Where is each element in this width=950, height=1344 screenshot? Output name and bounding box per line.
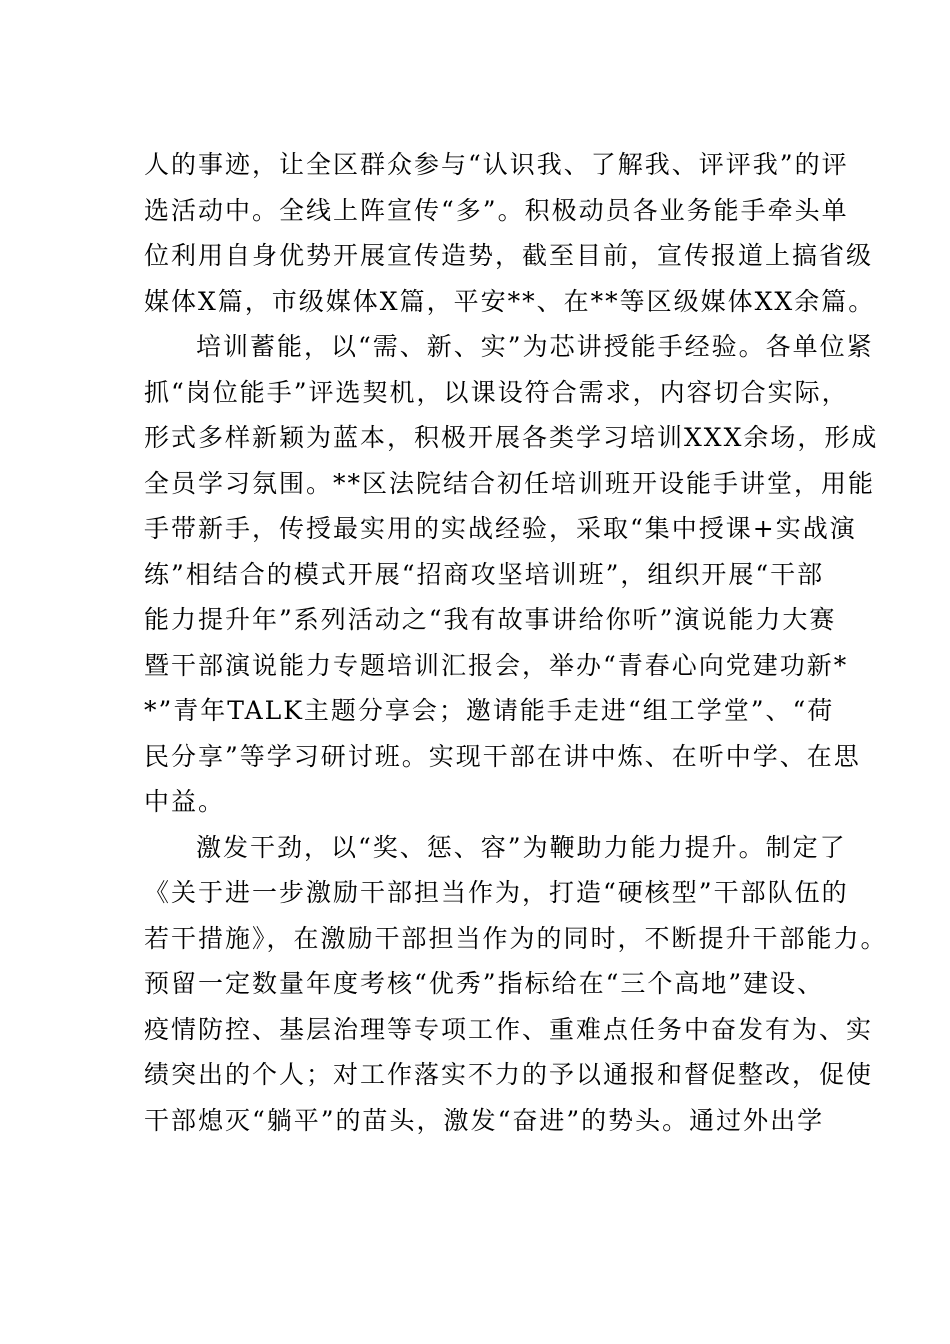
text-line: 干部熄灭“躺平”的苗头，激发“奋进”的势头。通过外出学 [144,1105,825,1135]
text-line: 民分享”等学习研讨班。实现干部在讲中炼、在听中学、在思 [144,741,861,771]
text-line: 绩突出的个人；对工作落实不力的予以通报和督促整改，促使 [144,1060,874,1089]
text-line: 形式多样新颖为蓝本，积极开展各类学习培训XXX余场，形成 [144,423,879,452]
text-line: 疫情防控、基层治理等专项工作、重难点任务中奋发有为、实 [144,1014,874,1044]
text-line: 练”相结合的模式开展“招商攻坚培训班”，组织开展“干部 [144,559,825,589]
text-line: 抓“岗位能手”评选契机，以课设符合需求，内容切合实际， [144,377,849,407]
text-line: 人的事迹，让全区群众参与“认识我、了解我、评评我”的评 [144,150,849,179]
paragraph-training [144,324,879,825]
text-line: 选活动中。全线上阵宣传“多”。积极动员各业务能手牵头单 [144,195,849,225]
text-line: 激发干劲，以“奖、惩、容”为鞭助力能力提升。制定了 [196,832,847,862]
text-line: 媒体X篇，市级媒体X篇，平安**、在**等区级媒体XX余篇。 [144,286,876,316]
paragraph-continuation [144,142,876,324]
text-line: 若干措施》，在激励干部担当作为的同时，不断提升干部能力。 [144,923,888,953]
text-line: 暨干部演说能力专题培训汇报会，举办“青春心向党建功新* [144,650,849,680]
paragraph-motivation [144,825,888,1144]
text-line: 能力提升年”系列活动之“我有故事讲给你听”演说能力大赛 [144,605,837,634]
text-line: 《关于进一步激励干部担当作为，打造“硬核型”干部队伍的 [144,878,849,907]
text-line: 培训蓄能，以“需、新、实”为芯讲授能手经验。各单位紧 [196,332,874,361]
text-line: 全员学习氛围。**区法院结合初任培训班开设能手讲堂，用能 [144,468,876,498]
text-line: 中益。 [144,787,226,816]
text-line: 预留一定数量年度考核“优秀”指标给在“三个高地”建设、 [144,969,825,998]
text-line: *”青年TALK主题分享会；邀请能手走进“组工学堂”、“荷 [144,696,835,725]
text-line: 位利用自身优势开展宣传造势，截至目前，宣传报道上搞省级 [144,241,874,270]
text-line: 手带新手，传授最实用的实战经验，采取“集中授课+实战演 [144,514,857,543]
document-body [144,142,888,1143]
